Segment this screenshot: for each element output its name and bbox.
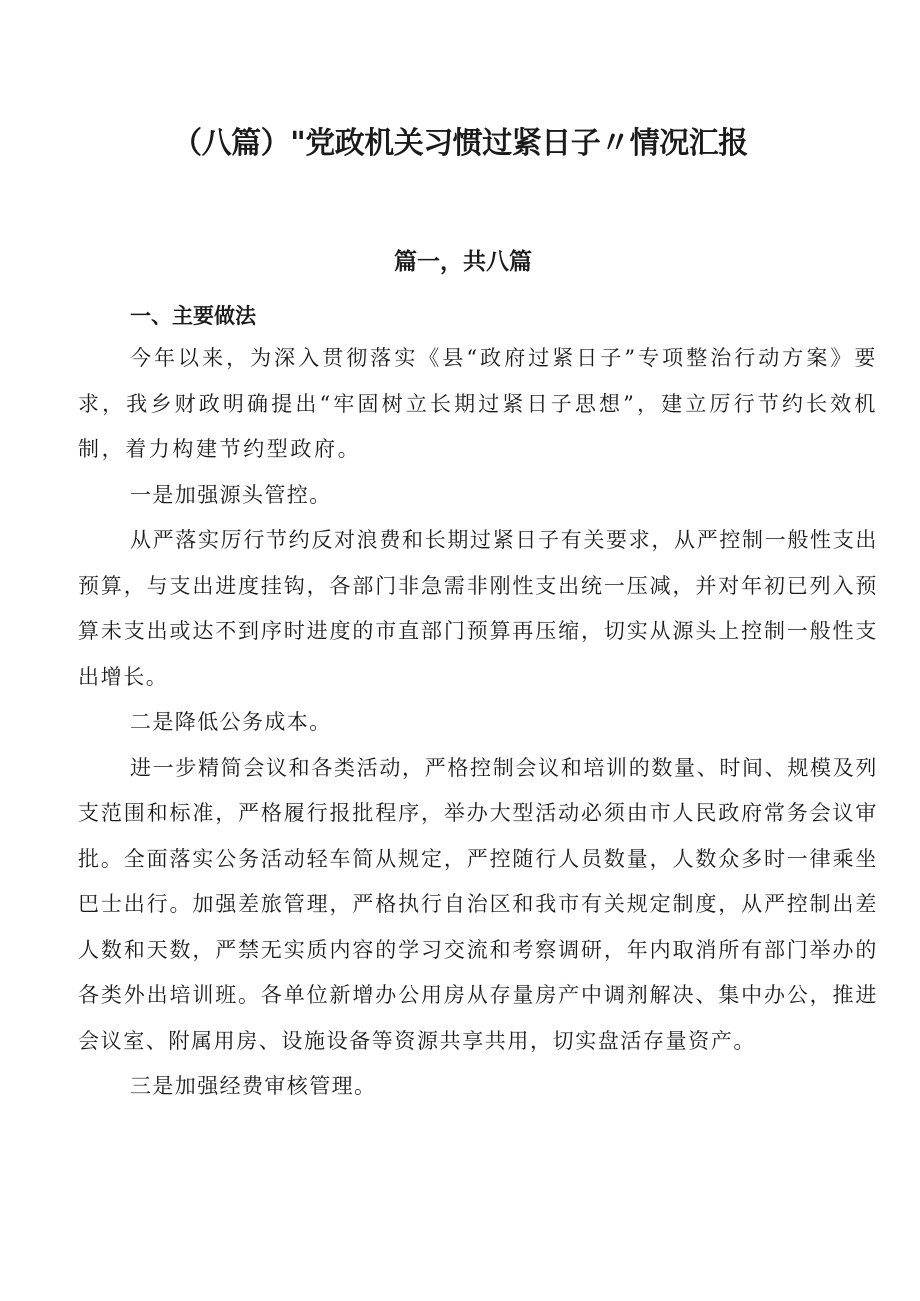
paragraph-point-3-title: 三是加强经费审核管理。 (130, 1074, 377, 1098)
paragraph-point-1-body: 从严落实厉行节约反对浪费和长期过紧日子有关要求，从严控制一般性支出预算，与支出进度挂钩，各部门非急需非刚性支出统一压减，并对年初已列入预算未支出或达不到序时进度的市直部门预算再压缩，切实从源头上控制一般性支出增长。 (78, 528, 878, 689)
document-title: （八篇）"党政机关习惯过紧日子〃情况汇报 (172, 126, 748, 161)
paragraph-point-2-body: 进一步精简会议和各类活动，严格控制会议和培训的数量、时间、规模及列支范围和标准，严格履行报批程序，举办大型活动必须由市人民政府常务会议审批。全面落实公务活动轻车简从规定，严控随行人员数量，人数众多时一律乘坐巴士出行。加强差旅管理，严格执行自治区和我市有关规定制度，从严控制出差人数和天数，严禁无实质内容的学习交流和考察调研，年内取消所有部门举办的各类外出培训班。各单位新增办公用房从存量房产中调剂解决、集中办公，推进会议室、附属用房、设施设备等资源共享共用，切实盘活存量资产。 (78, 755, 878, 1053)
document-body (78, 296, 878, 1110)
section-title: 篇一，共八篇 (394, 249, 532, 275)
heading-main-practices: 一、主要做法 (130, 304, 256, 328)
paragraph-point-2-title: 二是降低公务成本。 (130, 710, 332, 734)
paragraph-intro: 今年以来，为深入贯彻落实《县“政府过紧日子”专项整治行动方案》要求，我乡财政明确提出“牢固树立长期过紧日子思想”，建立厉行节约长效机制，着力构建节约型政府。 (78, 346, 878, 461)
paragraph-point-1-title: 一是加强源头管控。 (130, 482, 332, 507)
